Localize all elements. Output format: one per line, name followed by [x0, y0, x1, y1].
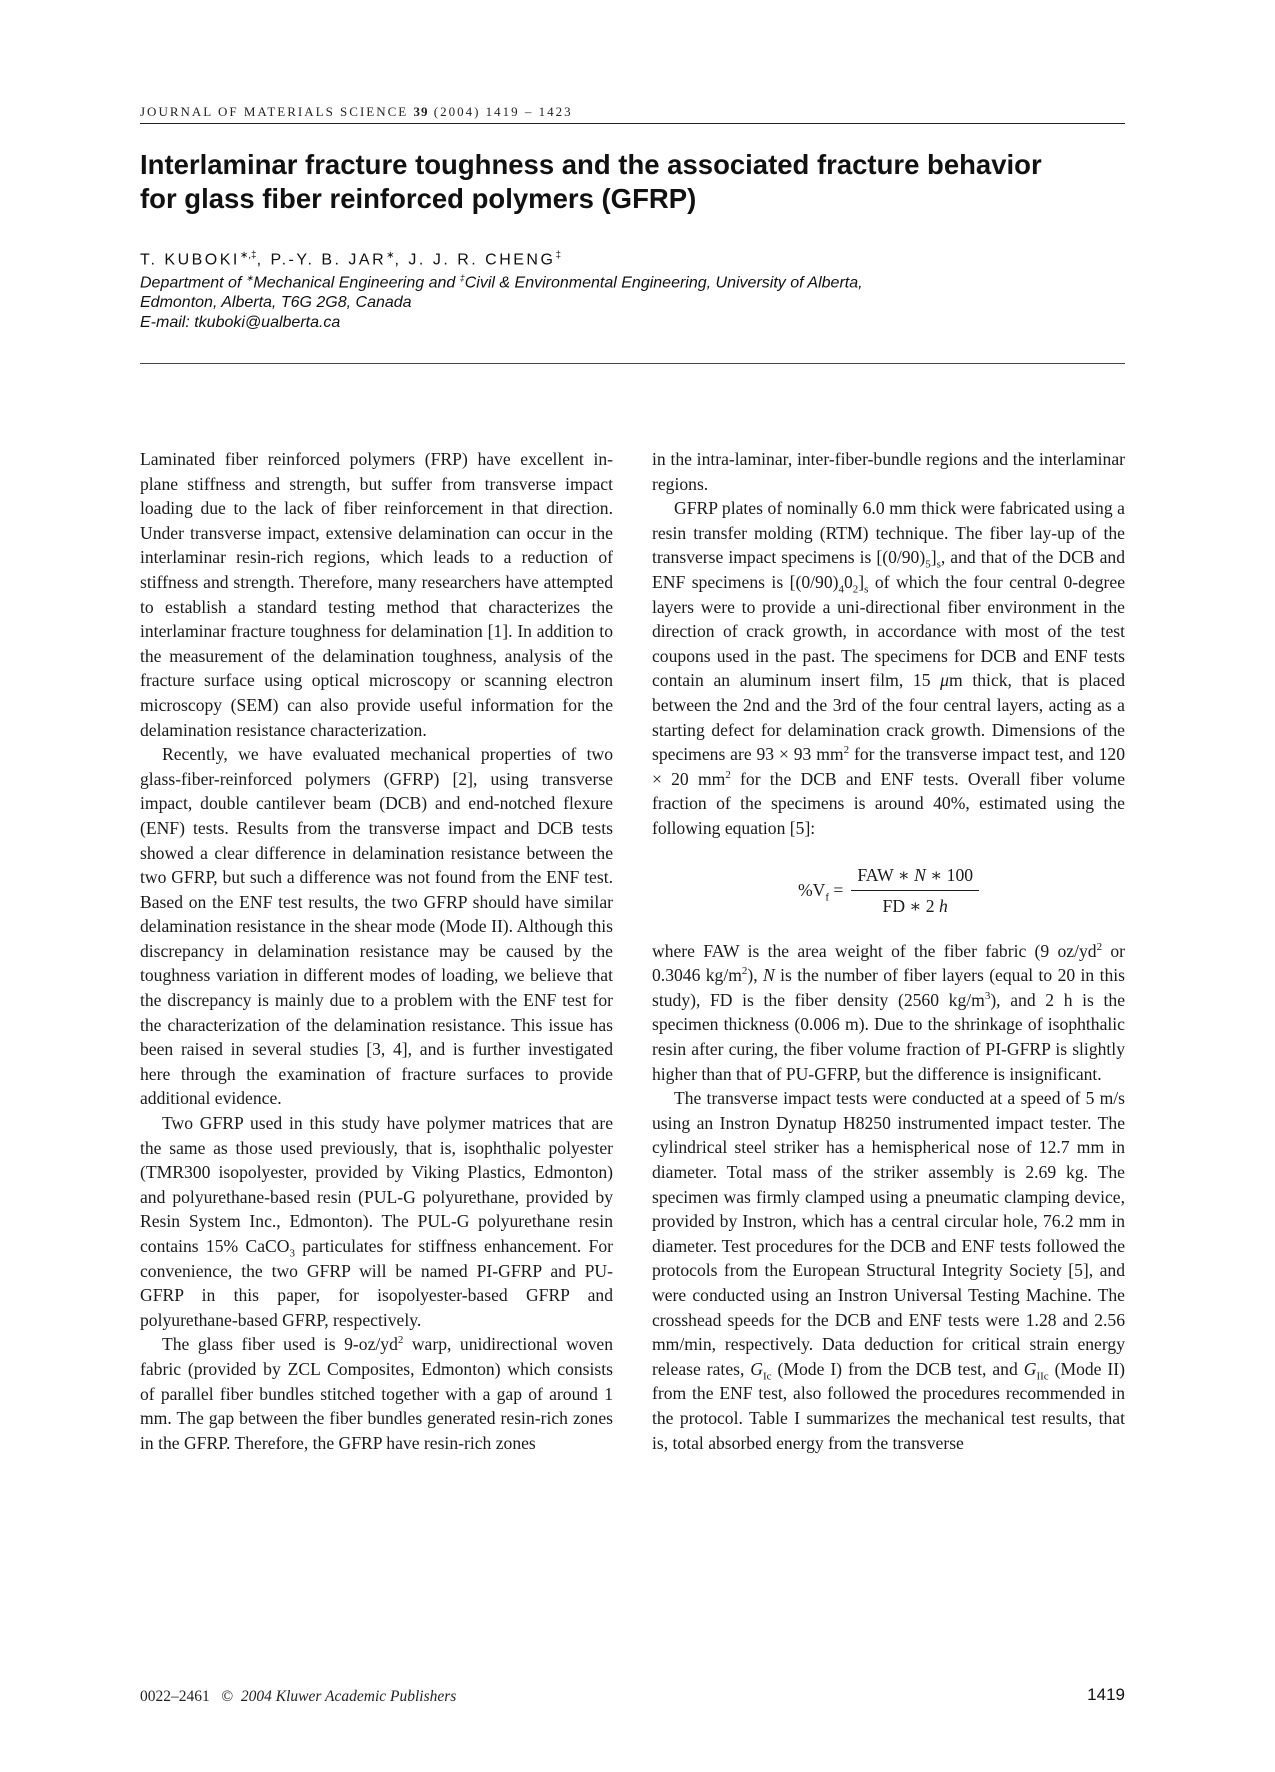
- superscript: 2: [843, 744, 850, 757]
- mu-symbol: μ: [940, 670, 950, 691]
- equation-fraction: [851, 863, 979, 919]
- subscript: 3: [289, 1247, 295, 1260]
- text-run: ]: [930, 547, 937, 568]
- page-number: 1419: [1087, 1685, 1125, 1704]
- affiliation-line-1: [140, 268, 1140, 293]
- header-rule: [140, 123, 1125, 124]
- paragraph: [652, 1086, 1125, 1455]
- text-run: , and that of the DCB and ENF specimens is [(0/90): [652, 547, 1125, 592]
- text-run: for the DCB and ENF tests. Overall fiber volume fraction of the specimens is around 40%, estimated using the following equation [5]:: [652, 768, 1126, 838]
- left-column: [140, 447, 613, 1455]
- text-run: 0: [843, 571, 853, 592]
- footer-copyright: [140, 1688, 456, 1706]
- text-run: The glass fiber used is 9-oz/yd: [162, 1334, 398, 1355]
- fiber-volume-equation: [652, 863, 1125, 919]
- paragraph: Recently, we have evaluated mechanical properties of two glass-fiber-reinforced polymers (GFRP) [2], using transverse impact, double cantilever beam (DCB) and end-notched flexure (ENF) tests. Results from the transverse impact and DCB tests showed a clear difference in delamination resistance between the two GFRP, but such a difference was not found from the ENF test. Based on the ENF test results, the two GFRP should have similar delamination resistance in the shear mode (Mode II). Although this discrepancy in delamination resistance may be caused by the toughness variation in different modes of loading, we believe that the discrepancy is mainly due to a problem with the ENF test for the characterization of the delamination resistance. This issue has been raised in several studies [3, 4], and is further investigated here through the examination of fracture surfaces to provide additional evidence.: [140, 744, 613, 1109]
- numerator-text: ∗ 100: [925, 864, 974, 885]
- text-run: or 0.3046 kg/m: [652, 940, 1125, 986]
- text-run: particulates for stiffness enhancement. For convenience, the two GFRP will be named PI-GFRP and PU-GFRP in this paper, for isopolyester-based GFRP and polyurethane-based GFRP, respectively.: [140, 1236, 613, 1330]
- text-run: is the number of fiber layers (equal to 20 in this study), FD is the fiber density (2560 kg/m: [652, 965, 1125, 1010]
- paragraph: in the intra-laminar, inter-fiber-bundle regions and the interlaminar regions.: [652, 449, 1125, 494]
- journal-year-pages: (2004) 1419 – 1423: [433, 104, 573, 119]
- subscript: 4: [838, 583, 844, 596]
- superscript: 2: [725, 768, 731, 781]
- affiliation-civil: Civil & Environmental Engineering, University of Alberta,: [464, 274, 863, 292]
- paragraph: Laminated fiber reinforced polymers (FRP) have excellent in-plane stiffness and strength, but suffer from transverse impact loading due to the lack of fiber reinforcement in that direction. Under transverse impact, extensive delamination can occur in the interlaminar resin-rich regions, which leads to a reduction of stiffness and strength. Therefore, many researchers have attempted to establish a standard testing method that characterizes the interlaminar fracture toughness for delamination [1]. In addition to the measurement of the delamination toughness, analysis of the fracture surface using optical microscopy or scanning electron microscopy (SEM) can also provide useful information for the delamination resistance characterization.: [140, 449, 613, 740]
- paragraph: [652, 939, 1125, 1087]
- affiliation-prefix: Department of: [140, 274, 246, 292]
- numerator-text: FAW ∗: [857, 864, 915, 885]
- affiliation: [140, 268, 1140, 333]
- copyright-symbol: ©: [221, 1688, 234, 1705]
- author-1-marks: ∗,‡: [239, 250, 257, 261]
- equation-denominator: [883, 891, 948, 919]
- superscript: 3: [984, 990, 991, 1003]
- subscript: s: [864, 583, 869, 596]
- issn: 0022–2461: [140, 1688, 210, 1705]
- variable: N: [763, 965, 775, 986]
- paragraph: [140, 1111, 613, 1332]
- text-run: for the transverse impact test, and 120 × 20 mm: [652, 744, 1125, 789]
- right-column: [652, 447, 1125, 1455]
- affiliation-star-mark: ∗: [245, 273, 254, 283]
- author-separator: ,: [394, 251, 409, 269]
- author-1: T. KUBOKI: [140, 251, 240, 269]
- running-head: [140, 104, 1125, 120]
- author-2: P.-Y. B. JAR: [270, 251, 387, 269]
- subscript: 2: [852, 583, 859, 596]
- superscript: 2: [1096, 940, 1103, 953]
- numerator-variable: N: [914, 864, 926, 885]
- text-run: ), and 2 h is the specimen thickness (0.006 m). Due to the shrinkage of isophthalic resin after curing, the fiber volume fraction of PI-GFRP is slightly higher than that of PU-GFRP, but the difference is insignificant.: [652, 989, 1126, 1084]
- equation-numerator: [851, 863, 979, 892]
- text-run: ),: [747, 965, 764, 986]
- denominator-text: FD ∗ 2: [882, 896, 939, 917]
- text-run: warp, unidirectional woven fabric (provided by ZCL Composites, Edmonton) which consists of parallel fiber bundles stitched together with a gap of around 1 mm. The gap between the fiber bundles generated resin-rich zones in the GFRP. Therefore, the GFRP have resin-rich zones: [140, 1334, 613, 1453]
- denominator-variable: h: [939, 896, 948, 917]
- equation-lhs-subscript: f: [825, 891, 829, 904]
- publisher: 2004 Kluwer Academic Publishers: [240, 1688, 457, 1705]
- paragraph: [652, 496, 1125, 840]
- variable: G: [750, 1358, 764, 1379]
- author-3: J. J. R. CHENG: [408, 251, 556, 269]
- affiliation-line-2: Edmonton, Alberta, T6G 2G8, Canada: [140, 294, 412, 312]
- text-run: (Mode II) from the ENF test, also followed the procedures recommended in the protocol. Table I summarizes the mechanical test results, that is, total absorbed energy from the transverse: [652, 1358, 1125, 1453]
- affiliation-email: E-mail: tkuboki@ualberta.ca: [140, 314, 341, 332]
- equation-lhs-text: %V: [797, 880, 826, 901]
- article-title: [140, 148, 1125, 216]
- text-run: where FAW is the area weight of the fiber fabric (9 oz/yd: [652, 940, 1097, 961]
- equation-lhs: [798, 878, 843, 903]
- affiliation-dagger-mark: ‡: [459, 273, 465, 283]
- title-line-1: Interlaminar fracture toughness and the associated fracture behavior: [140, 149, 1042, 180]
- text-run: GFRP plates of nominally 6.0 mm thick were fabricated using a resin transfer molding (RTM) technique. The fiber lay-up of the transverse impact specimens is [(0/90): [652, 498, 1125, 568]
- equals-sign: =: [828, 880, 844, 901]
- paragraph: [140, 1332, 613, 1455]
- text-run: (Mode I) from the DCB test, and: [771, 1358, 1024, 1379]
- journal-name: JOURNAL OF MATERIALS SCIENCE: [140, 104, 409, 119]
- subscript: 5: [925, 558, 931, 571]
- subscript: IIc: [1036, 1370, 1049, 1383]
- text-run: ]: [858, 571, 865, 592]
- author-separator: ,: [256, 251, 271, 269]
- text-run: The transverse impact tests were conducted at a speed of 5 m/s using an Instron Dynatup H8250 instrumented impact tester. The cylindrical steel striker has a hemispherical nose of 12.7 mm in diameter. Total mass of the striker assembly is 2.69 kg. The specimen was firmly clamped using a pneumatic clamping device, provided by Instron, which has a central circular hole, 76.2 mm in diameter. Test procedures for the DCB and ENF tests followed the protocols from the European Structural Integrity Society [5], and were conducted using an Instron Universal Testing Machine. The crosshead speeds for the DCB and ENF tests were 1.28 and 2.56 mm/min, respectively. Data deduction for critical strain energy release rates,: [652, 1088, 1125, 1379]
- journal-volume: 39: [413, 104, 429, 119]
- text-run: m thick, that is placed between the 2nd and the 3rd of the four central layers, acting as a starting defect for delamination crack growth. Dimensions of the specimens are 93 × 93 mm: [652, 670, 1125, 765]
- author-3-marks: ‡: [555, 250, 561, 261]
- text-run: of which the four central 0-degree layers were to provide a uni-directional fiber environment in the direction of crack growth, in accordance with most of the test coupons used in the past. The specimens for DCB and ENF tests contain an aluminum insert film, 15: [652, 571, 1125, 691]
- superscript: 2: [397, 1334, 404, 1347]
- subscript: Ic: [763, 1370, 772, 1383]
- text-run: Two GFRP used in this study have polymer matrices that are the same as those used previously, that is, isophthalic polyester (TMR300 isopolyester, provided by Viking Plastics, Edmonton) and polyurethane-based resin (PUL-G polyurethane, provided by Resin System Inc., Edmonton). The PUL-G polyurethane resin contains 15% CaCO: [140, 1113, 613, 1256]
- author-list: [140, 250, 561, 269]
- affiliation-mech: Mechanical Engineering and: [253, 274, 460, 292]
- title-line-2: for glass fiber reinforced polymers (GFRP): [140, 183, 697, 214]
- superscript: 2: [741, 965, 748, 978]
- variable: G: [1023, 1358, 1037, 1379]
- subscript: s: [936, 558, 941, 571]
- author-2-marks: ∗: [386, 250, 395, 261]
- section-rule: [140, 363, 1125, 364]
